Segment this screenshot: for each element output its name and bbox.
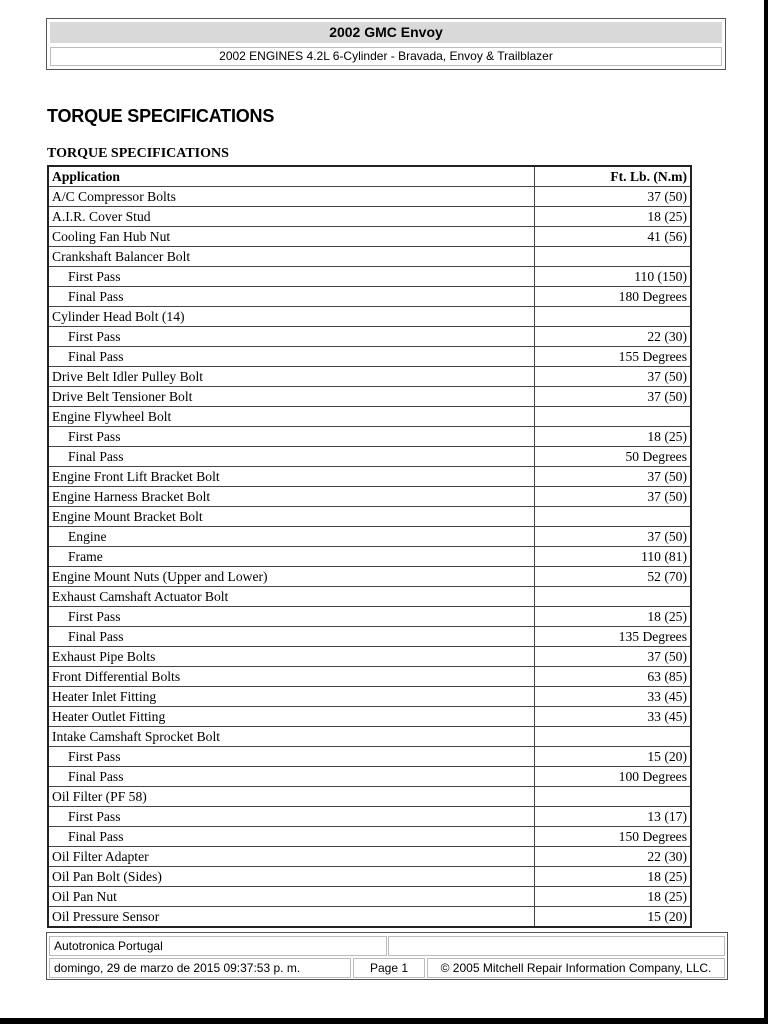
footer-blank-cell [388,936,725,956]
torque-value-cell: 13 (17) [534,807,691,827]
torque-value-cell: 37 (50) [534,387,691,407]
table-row [48,287,691,307]
application-cell: Front Differential Bolts [48,667,534,687]
torque-value-cell [534,787,691,807]
application-cell: Engine Mount Bracket Bolt [48,507,534,527]
table-row [48,827,691,847]
application-cell: Final Pass [48,447,534,467]
application-cell: Drive Belt Idler Pulley Bolt [48,367,534,387]
torque-value-cell: 37 (50) [534,367,691,387]
application-cell: Cooling Fan Hub Nut [48,227,534,247]
table-row [48,427,691,447]
torque-value-cell: 18 (25) [534,887,691,907]
table-row [48,367,691,387]
torque-value-cell [534,507,691,527]
application-cell: Final Pass [48,287,534,307]
torque-value-cell: 52 (70) [534,567,691,587]
torque-value-cell: 33 (45) [534,687,691,707]
table-row [48,587,691,607]
table-row [48,847,691,867]
table-row [48,387,691,407]
table-row [48,407,691,427]
torque-value-cell: 110 (150) [534,267,691,287]
table-row [48,267,691,287]
application-cell: Final Pass [48,347,534,367]
application-cell: A.I.R. Cover Stud [48,207,534,227]
torque-value-cell [534,587,691,607]
table-row [48,207,691,227]
table-row [48,307,691,327]
torque-value-cell [534,247,691,267]
application-cell: Oil Filter (PF 58) [48,787,534,807]
application-cell: Drive Belt Tensioner Bolt [48,387,534,407]
table-row [48,227,691,247]
torque-value-cell: 180 Degrees [534,287,691,307]
table-row [48,707,691,727]
application-cell: Exhaust Pipe Bolts [48,647,534,667]
torque-value-cell [534,407,691,427]
table-row [48,647,691,667]
torque-value-cell: 18 (25) [534,867,691,887]
application-cell: First Pass [48,807,534,827]
torque-value-cell: 15 (20) [534,747,691,767]
torque-value-cell: 37 (50) [534,527,691,547]
table-caption: TORQUE SPECIFICATIONS [47,146,229,161]
torque-value-cell: 110 (81) [534,547,691,567]
torque-value-cell: 37 (50) [534,187,691,207]
application-cell: First Pass [48,427,534,447]
table-row [48,667,691,687]
application-cell: Engine Front Lift Bracket Bolt [48,467,534,487]
page-title: TORQUE SPECIFICATIONS [47,106,275,126]
application-cell: Oil Pan Nut [48,887,534,907]
torque-value-cell: 37 (50) [534,467,691,487]
table-row [48,627,691,647]
torque-value-cell: 22 (30) [534,847,691,867]
application-cell: Final Pass [48,827,534,847]
table-row [48,567,691,587]
table-row [48,467,691,487]
application-cell: First Pass [48,327,534,347]
table-row [48,507,691,527]
application-cell: Oil Pan Bolt (Sides) [48,867,534,887]
application-cell: First Pass [48,747,534,767]
application-cell: First Pass [48,267,534,287]
torque-spec-table [47,165,692,928]
application-cell: Engine Harness Bracket Bolt [48,487,534,507]
footer-copyright: © 2005 Mitchell Repair Information Company, LLC. [427,958,725,978]
torque-value-cell: 15 (20) [534,907,691,928]
application-cell: Engine Flywheel Bolt [48,407,534,427]
application-cell: Heater Inlet Fitting [48,687,534,707]
torque-value-cell: 50 Degrees [534,447,691,467]
table-row [48,607,691,627]
table-row [48,487,691,507]
table-row [48,347,691,367]
torque-value-cell: 22 (30) [534,327,691,347]
torque-value-cell: 18 (25) [534,607,691,627]
table-row [48,187,691,207]
table-row [48,747,691,767]
footer-datetime: domingo, 29 de marzo de 2015 09:37:53 p. m. [49,958,351,978]
column-header-application: Application [48,166,534,187]
torque-value-cell: 37 (50) [534,487,691,507]
table-row [48,807,691,827]
document-footer [46,932,728,980]
application-cell: Cylinder Head Bolt (14) [48,307,534,327]
table-row [48,547,691,567]
document-subtitle: 2002 ENGINES 4.2L 6-Cylinder - Bravada, Envoy & Trailblazer [50,47,722,66]
application-cell: Frame [48,547,534,567]
torque-value-cell [534,307,691,327]
table-row [48,527,691,547]
table-row [48,447,691,467]
application-cell: Oil Filter Adapter [48,847,534,867]
torque-value-cell: 37 (50) [534,647,691,667]
torque-value-cell [534,727,691,747]
table-row [48,787,691,807]
application-cell: Final Pass [48,627,534,647]
torque-value-cell: 150 Degrees [534,827,691,847]
application-cell: Final Pass [48,767,534,787]
application-cell: Engine Mount Nuts (Upper and Lower) [48,567,534,587]
table-row [48,767,691,787]
application-cell: Oil Pressure Sensor [48,907,534,928]
application-cell: First Pass [48,607,534,627]
table-row [48,887,691,907]
application-cell: Intake Camshaft Sprocket Bolt [48,727,534,747]
torque-value-cell: 41 (56) [534,227,691,247]
application-cell: Heater Outlet Fitting [48,707,534,727]
table-row [48,907,691,928]
application-cell: Crankshaft Balancer Bolt [48,247,534,267]
torque-value-cell: 155 Degrees [534,347,691,367]
footer-company: Autotronica Portugal [49,936,387,956]
torque-value-cell: 63 (85) [534,667,691,687]
table-row [48,867,691,887]
torque-value-cell: 100 Degrees [534,767,691,787]
table-row [48,687,691,707]
application-cell: Engine [48,527,534,547]
application-cell: A/C Compressor Bolts [48,187,534,207]
column-header-torque: Ft. Lb. (N.m) [534,166,691,187]
torque-value-cell: 33 (45) [534,707,691,727]
table-row [48,727,691,747]
application-cell: Exhaust Camshaft Actuator Bolt [48,587,534,607]
torque-value-cell: 18 (25) [534,427,691,447]
table-header-row [48,166,691,187]
document-title: 2002 GMC Envoy [50,22,722,43]
torque-value-cell: 135 Degrees [534,627,691,647]
table-row [48,327,691,347]
torque-value-cell: 18 (25) [534,207,691,227]
footer-page-number: Page 1 [353,958,425,978]
table-row [48,247,691,267]
